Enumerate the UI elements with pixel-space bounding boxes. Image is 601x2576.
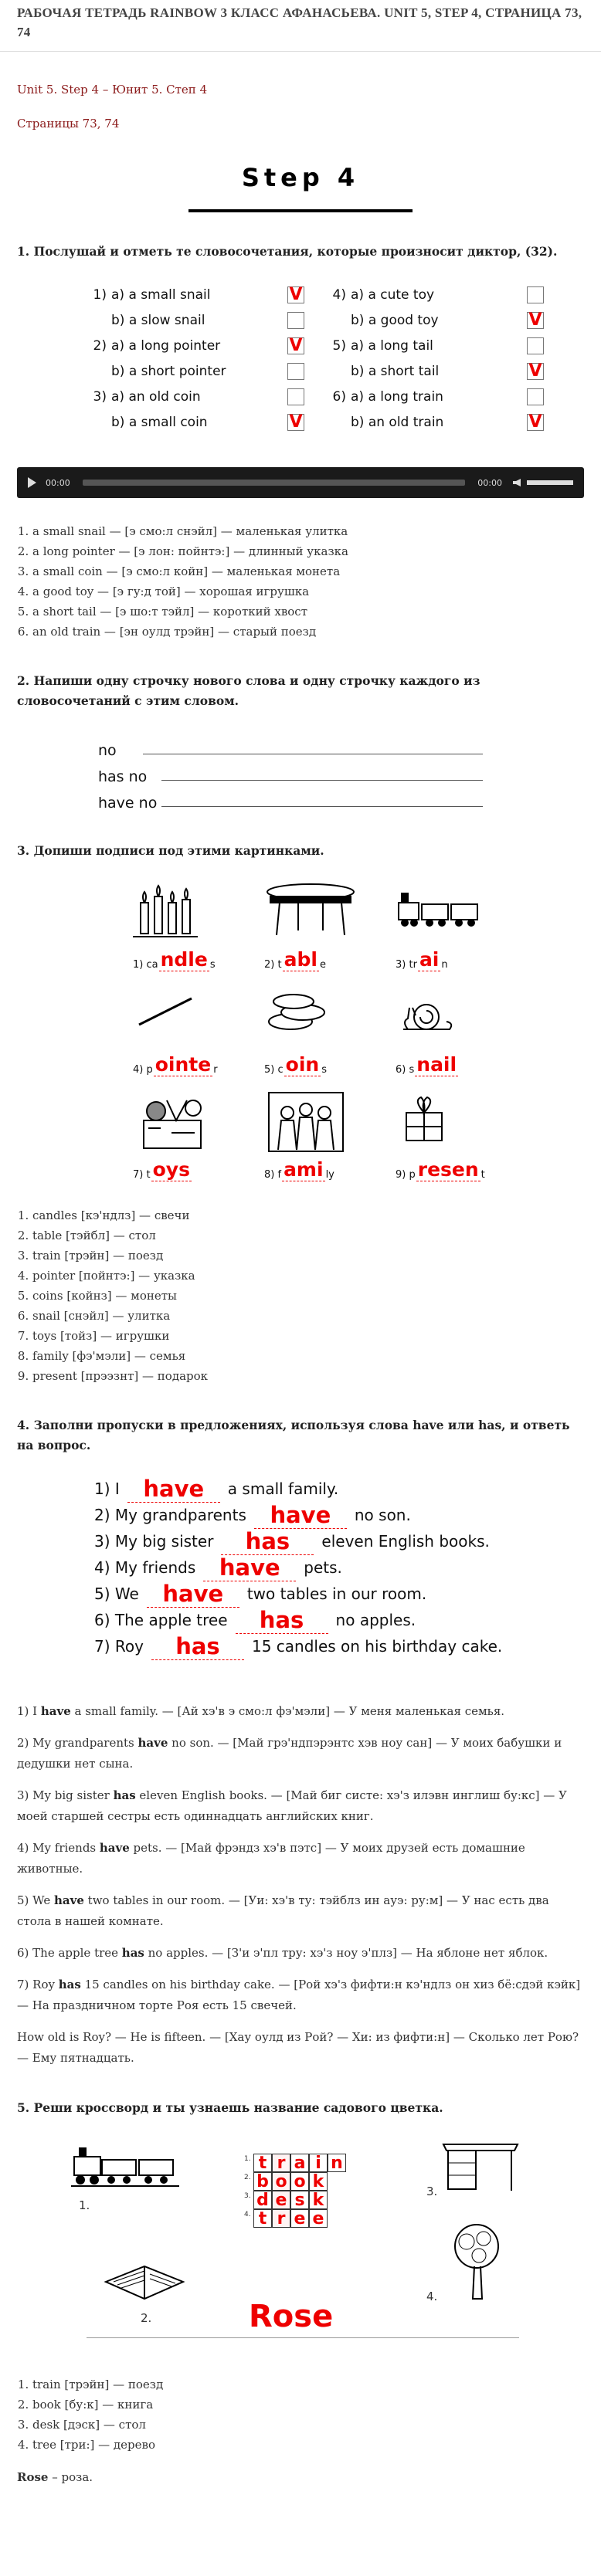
sentence-row [94,1633,584,1659]
list-item: 2. table [тэйбл] — стол [32,1225,584,1246]
task1-title: 1. Послушай и отметь те словосочетания, которые произносит диктор, (32). [17,244,558,259]
picture-caption [264,1160,334,1182]
volume-slider[interactable] [527,480,573,485]
exercise-option [87,409,311,435]
list-item: 4. a good toy — [э гу:д той] — хорошая игрушка [32,581,584,602]
option-text: b) a slow snail [111,312,205,328]
sentence-number: 7) [94,1637,110,1656]
sentence-row [94,1581,584,1607]
sentence-start: We [114,1585,139,1603]
writing-line [98,759,584,785]
picture-item [388,1090,519,1182]
caption-number: 6) [396,1064,406,1076]
sentence-row [94,1476,584,1502]
crossword-cell: e [290,2209,309,2228]
list-item: 5. coins [койнз] — монеты [32,1286,584,1306]
sentence-answer: have [127,1476,220,1503]
translation-paragraph [17,1943,584,1964]
crossword-cell: b [253,2172,272,2191]
crossword-cell: a [290,2154,309,2172]
answer-checkbox[interactable]: V [287,337,304,354]
crossword-cell: t [253,2154,272,2172]
option-text: b) a small coin [111,414,208,430]
task2-writing-lines [98,733,584,812]
sentence-end: a small family. [227,1480,339,1498]
option-number: 1) [93,286,107,303]
picture-item [256,985,388,1077]
page-title: РАБОЧАЯ ТЕТРАДЬ RAINBOW 3 КЛАСС АФАНАСЬЕВА. UNIT 5, STEP 4, СТРАНИЦА 73, 74 [17,5,582,39]
caption-prefix: p [146,1064,153,1076]
sentence-answer: have [203,1554,296,1581]
caption-prefix: ca [146,959,158,971]
crossword-cell: o [272,2172,290,2191]
task3-picture-grid [125,880,584,1182]
clue-number: 1. [79,2198,90,2212]
option-text: a) a long tail [351,337,433,354]
list-item: 3. train [трэйн] — поезд [32,1246,584,1266]
caption-number: 9) [396,1169,406,1181]
translation-rest: How old is Roy? — He is fifteen. — [Хау оулд из Рой? — Хи: из фифти:н] — Сколько лет Рою? — Ему пятнадцать. [17,2030,579,2065]
picture-illustration [264,880,357,944]
translation-paragraph [17,1974,584,2016]
caption-prefix: p [409,1169,416,1181]
task1-answer-list [17,521,584,642]
picture-illustration [133,1090,218,1154]
translation-paragraph [17,1890,584,1932]
answer-checkbox[interactable] [287,312,304,329]
sentence-row [94,1607,584,1633]
writing-line [98,733,584,759]
task3-answer-list [17,1205,584,1386]
sentence-end: two tables in our room. [246,1585,427,1603]
exercise-option [326,307,550,333]
crossword-row-number: 1. [244,2155,251,2163]
crossword-cell: r [272,2209,290,2228]
exercise-option [87,358,311,384]
sentence-start: My friends [114,1558,196,1577]
crossword-answer: Rose [249,2299,334,2334]
translation-keyword: has [113,1788,136,1802]
caption-prefix: f [277,1169,282,1181]
answer-checkbox[interactable] [527,337,544,354]
sentence-row [94,1502,584,1528]
picture-illustration [396,1090,480,1154]
pages-link[interactable]: Страницы 73, 74 [17,117,120,130]
desk-image [440,2137,521,2194]
option-number: 2) [93,337,107,354]
sentence-answer: have [254,1502,347,1529]
translation-rest: eleven English books. — [Май биг систе: хэ'з илэвн инглиш бу:кс] — У моей старшей сестры есть одиннадцать английских книг. [17,1788,567,1823]
final-answer [17,2470,584,2484]
option-number: 4) [332,286,346,303]
sentence-number: 4) [94,1558,110,1577]
title-divider [0,51,601,52]
translation-rest: two tables in our room. — [Уи: хэ'в ту: тэйблз ин ауэ: ру:м] — У нас есть два стола в нашей комнате. [17,1893,549,1928]
translation-keyword: have [40,1704,71,1718]
line-label: has no [98,768,148,785]
exercise-option [87,282,311,307]
option-number: 3) [93,388,107,405]
picture-caption [396,1055,459,1077]
sentence-number: 1) [94,1480,110,1498]
caption-number: 1) [133,959,144,971]
task4-translations [17,1701,584,2069]
sentence-start: The apple tree [114,1611,228,1629]
option-text: a) a small snail [111,286,211,303]
caption-fill: ointe [154,1053,212,1076]
caption-fill: resen [417,1158,479,1181]
caption-number: 3) [396,959,406,971]
clue-number: 3. [426,2185,438,2198]
caption-fill: ai [419,948,440,971]
option-number: 6) [332,388,346,405]
crossword-cell: e [309,2209,328,2228]
translation-keyword: have [99,1841,130,1855]
caption-number: 8) [264,1169,275,1181]
list-item: 1. candles [кэ'ндлз] — свечи [32,1205,584,1225]
answer-checkbox[interactable] [527,388,544,405]
picture-item [256,1090,388,1182]
caption-fill: abl [284,948,317,971]
option-text: a) a long pointer [111,337,221,354]
answer-checkbox[interactable] [287,363,304,380]
crossword-cell: s [290,2191,309,2209]
picture-caption [133,1055,218,1077]
translation-keyword: have [54,1893,84,1907]
line-label: no [98,742,117,759]
picture-item [256,880,388,972]
sentence-answer: has [221,1528,314,1555]
list-item: 4. pointer [пойнтэ:] — указка [32,1266,584,1286]
picture-illustration [264,1090,357,1154]
task1-exercise [87,282,550,435]
translation-keyword: has [121,1946,144,1960]
clue-number: 4. [426,2290,438,2303]
picture-illustration [396,880,480,944]
sentence-row [94,1554,584,1581]
crossword-cell: i [309,2154,328,2172]
exercise-option [87,384,311,409]
exercise-option [326,333,550,358]
train-image [71,2138,179,2192]
list-item: 3. a small coin — [э смо:л койн] — маленькая монета [32,561,584,581]
crossword-row-number: 4. [244,2211,251,2218]
task3-title: 3. Допиши подписи под этими картинками. [17,843,324,858]
sentence-start: I [114,1480,120,1498]
list-item: 8. family [фэ'мэли] — семья [32,1346,584,1366]
sentence-start: Roy [114,1637,144,1656]
translation-rest: 15 candles on his birthday cake. — [Рой хэ'з фифти:н кэ'ндлз он хиз бё:сдэй кэйк] — На праздничном торте Роя есть 15 свечей. [17,1978,581,2012]
crossword-cell: k [309,2191,328,2209]
translation-rest: pets. — [Май фрэндз хэ'в пэтс] — У моих друзей есть домашние животные. [17,1841,525,1876]
caption-prefix: t [146,1169,151,1181]
option-text: a) an old coin [111,388,201,405]
translation-paragraph [17,1838,584,1879]
list-item: 9. present [прээзнт] — подарок [32,1366,584,1386]
crossword-row-number: 2. [244,2174,251,2181]
audio-player[interactable] [17,467,584,498]
sentence-number: 2) [94,1506,110,1524]
step-underline [188,209,413,212]
sentence-number: 5) [94,1585,110,1603]
translation-paragraph [17,1701,584,1722]
sentence-answer: have [147,1581,239,1608]
translation-start: 7) Roy [17,1978,59,1991]
picture-illustration [396,985,480,1049]
translation-start: 3) My big sister [17,1788,114,1802]
translation-paragraph [17,1733,584,1774]
caption-fill: oin [285,1053,320,1076]
translation-keyword: has [58,1978,81,1991]
task2-title: 2. Напиши одну строчку нового слова и одну строчку каждого из словосочетаний с этим словом. [17,673,480,708]
picture-item [125,880,256,972]
picture-illustration [264,985,349,1049]
translation-paragraph [17,1785,584,1827]
crossword-row-number: 3. [244,2192,251,2200]
picture-caption [264,950,326,972]
caption-fill: ndle [160,948,208,971]
answer-checkbox[interactable] [287,388,304,405]
option-text: a) a cute toy [351,286,435,303]
picture-item [388,985,519,1077]
translation-paragraph [17,2027,584,2069]
crossword-cell: e [272,2191,290,2209]
exercise-option [326,409,550,435]
picture-caption [133,950,216,972]
caption-number: 7) [133,1169,144,1181]
sentence-end: 15 candles on his birthday cake. [251,1637,503,1656]
translation-start: 5) We [17,1893,55,1907]
final-translation: – роза. [48,2470,93,2484]
picture-item [125,985,256,1077]
translation-start: 4) My friends [17,1841,100,1855]
answer-checkbox[interactable] [527,286,544,303]
caption-number: 2) [264,959,275,971]
task5-answer-list [17,2374,584,2455]
sentence-answer: has [151,1633,244,1660]
audio-duration: 00:00 [477,477,502,488]
exercise-option [87,307,311,333]
clue-number: 2. [141,2311,152,2325]
crossword-cell: t [253,2209,272,2228]
sentence-end: no apples. [335,1611,416,1629]
list-item: 3. desk [дэск] — стол [32,2415,584,2435]
option-text: b) a short pointer [111,363,226,379]
translation-rest: no son. — [Май грэ'ндпэрэнтс хэв ноу сан] — У моих бабушки и дедушки нет сына. [17,1736,562,1771]
volume-icon[interactable] [513,479,521,486]
picture-item [125,1090,256,1182]
line-rule [161,806,483,807]
picture-caption [264,1055,327,1077]
option-text: b) an old train [351,414,444,430]
translation-rest: no apples. — [З'и э'пл тру: хэ'з ноу э'плз] — На яблоне нет яблок. [144,1946,548,1960]
list-item: 5. a short tail — [э шо:т тэйл] — короткий хвост [32,602,584,622]
audio-progress-bar[interactable] [83,480,466,486]
caption-suffix: e [319,959,326,971]
list-item: 7. toys [тойз] — игрушки [32,1326,584,1346]
answer-checkbox[interactable]: V [287,286,304,303]
translation-rest: a small family. — [Ай хэ'в э смо:л фэ'мэли] — У меня маленькая семья. [70,1704,505,1718]
exercise-option [87,333,311,358]
line-label: have no [98,795,158,812]
list-item: 1. a small snail — [э смо:л снэйл] — маленькая улитка [32,521,584,541]
list-item: 6. an old train — [эн оулд трэйн] — старый поезд [32,622,584,642]
sentence-end: pets. [304,1558,342,1577]
caption-number: 4) [133,1064,144,1076]
task5-title: 5. Реши кроссворд и ты узнаешь название садового цветка. [17,2100,443,2115]
picture-caption [133,1160,192,1182]
translation-start: 2) My grandparents [17,1736,138,1750]
answer-checkbox[interactable]: V [527,312,544,329]
caption-suffix: n [441,959,448,971]
answer-checkbox[interactable]: V [527,363,544,380]
picture-caption [396,950,448,972]
crossword-cell: k [309,2172,328,2191]
exercise-option [326,384,550,409]
sentence-answer: has [236,1607,328,1634]
writing-line [98,785,584,812]
caption-suffix: t [480,1169,485,1181]
caption-fill: nail [416,1053,457,1076]
caption-prefix: tr [409,959,417,971]
list-item: 2. a long pointer — [э лон: пойнтэ:] — длинный указка [32,541,584,561]
exercise-option [326,358,550,384]
crossword [17,2135,584,2351]
task4-sentences [94,1476,584,1659]
caption-prefix: c [277,1064,284,1076]
sentence-start: My big sister [114,1532,214,1551]
exercise-option [326,282,550,307]
crossword-cell: r [272,2154,290,2172]
sentence-number: 3) [94,1532,110,1551]
article-content [0,83,601,2484]
answer-checkbox[interactable]: V [287,414,304,431]
crossword-cell: n [328,2154,346,2172]
final-word: Rose [17,2470,49,2484]
option-number: 5) [332,337,346,354]
translation-start: 1) I [17,1704,41,1718]
list-item: 4. tree [три:] — дерево [32,2435,584,2455]
sentence-number: 6) [94,1611,110,1629]
picture-item [388,880,519,972]
unit-link[interactable]: Unit 5. Step 4 – Юнит 5. Степ 4 [17,83,208,97]
picture-illustration [133,880,218,944]
list-item: 6. snail [снэйл] — улитка [32,1306,584,1326]
crossword-cell: d [253,2191,272,2209]
caption-suffix: s [321,1064,327,1076]
answer-line [87,2337,519,2338]
translation-keyword: have [138,1736,168,1750]
translation-start: 6) The apple tree [17,1946,122,1960]
step-heading: Step 4 [241,163,360,192]
caption-suffix: r [213,1064,218,1076]
play-icon[interactable] [28,477,36,488]
option-text: a) a long train [351,388,443,405]
caption-fill: ami [284,1158,324,1181]
option-text: b) a good toy [351,312,439,328]
line-rule [161,780,483,781]
list-item: 1. train [трэйн] — поезд [32,2374,584,2395]
caption-prefix: s [409,1064,415,1076]
tree-image [450,2222,504,2307]
answer-checkbox[interactable]: V [527,414,544,431]
sentence-end: eleven English books. [321,1532,490,1551]
caption-prefix: t [277,959,282,971]
list-item: 2. book [бу:к] — книга [32,2395,584,2415]
option-text: b) a short tail [351,363,440,379]
sentence-row [94,1528,584,1554]
picture-caption [396,1160,485,1182]
book-image [102,2251,187,2305]
task4-title: 4. Заполни пропуски в предложениях, используя слова have или has, и ответь на вопрос. [17,1418,570,1452]
sentence-start: My grandparents [114,1506,246,1524]
caption-suffix: s [209,959,216,971]
picture-illustration [133,985,218,1049]
caption-suffix: ly [325,1169,334,1181]
caption-number: 5) [264,1064,275,1076]
sentence-end: no son. [354,1506,411,1524]
audio-current-time: 00:00 [46,477,70,488]
crossword-cell: o [290,2172,309,2191]
caption-fill: oys [152,1158,190,1181]
